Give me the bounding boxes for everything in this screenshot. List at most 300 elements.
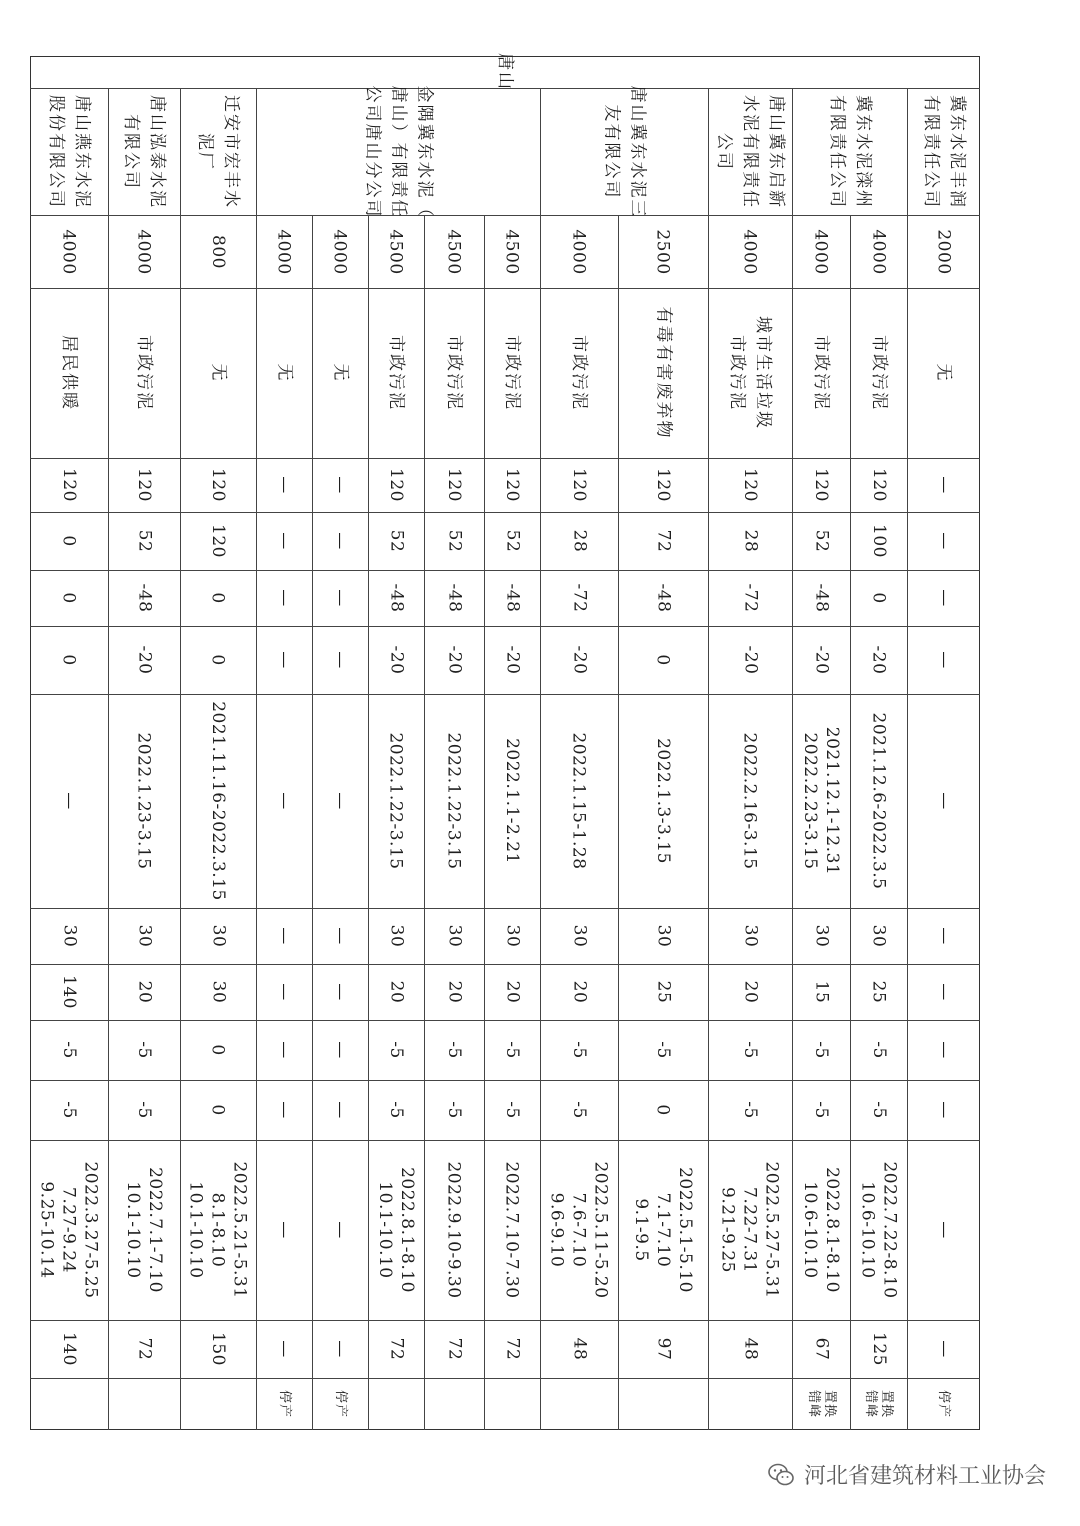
c8-cell: [256, 1080, 312, 1140]
c9-cell: [850, 1320, 907, 1378]
c9-cell: [484, 1320, 540, 1378]
note-cell: [540, 1378, 618, 1430]
c6-cell: [180, 964, 256, 1020]
heating-period-cell: [256, 694, 312, 908]
c5-cell: [256, 908, 312, 964]
note-cell: [30, 1378, 108, 1430]
c9-cell: [30, 1320, 108, 1378]
heating-period-cell: [368, 694, 424, 908]
c4-cell-text: -20: [443, 645, 464, 675]
capacity-cell-text: 4500: [501, 228, 522, 275]
heating-period-cell-text: 2021.12.6-2022.3.5: [868, 712, 889, 890]
c7-cell-text: —: [933, 1041, 954, 1059]
note-cell: [180, 1378, 256, 1430]
c5-cell: [312, 908, 368, 964]
c5-cell-text: —: [933, 927, 954, 945]
c8-cell: [708, 1080, 792, 1140]
c4-cell: [792, 626, 850, 694]
c2-cell: [108, 512, 180, 570]
c9-cell-text: 125: [868, 1332, 889, 1366]
c3-cell-text: 0: [58, 592, 79, 604]
c7-cell-text: -5: [386, 1041, 406, 1059]
note-cell-text: 停产: [936, 1389, 952, 1419]
disposal-cell-text: 无: [274, 363, 294, 383]
company-cell-text: 唐山燕东水泥 股份有限公司: [46, 94, 92, 209]
c6-cell-text: 20: [133, 980, 154, 1004]
c6-cell-text: 20: [385, 980, 406, 1004]
c3-cell: [792, 570, 850, 626]
c1-cell: [256, 458, 312, 512]
capacity-cell: [618, 215, 708, 288]
c9-cell-text: 97: [652, 1337, 673, 1361]
capacity-cell: [424, 215, 484, 288]
off-peak-cell-text: 2022.9.10-9.30: [444, 1161, 464, 1299]
c3-cell-text: 0: [207, 592, 228, 604]
c6-cell: [256, 964, 312, 1020]
capacity-cell-text: 4000: [568, 228, 589, 275]
c5-cell-text: 30: [810, 924, 831, 948]
c4-cell: [368, 626, 424, 694]
c6-cell: [792, 964, 850, 1020]
c7-cell-text: -5: [502, 1041, 522, 1059]
heating-period-cell-text: 2022.2.16-3.15: [740, 732, 760, 870]
c7-cell: [256, 1020, 312, 1080]
c4-cell: [708, 626, 792, 694]
c7-cell-text: -5: [653, 1041, 673, 1059]
c5-cell: [424, 908, 484, 964]
c1-cell-text: 120: [443, 468, 464, 502]
c9-cell: [368, 1320, 424, 1378]
c1-cell: [907, 458, 980, 512]
c8-cell-text: 0: [652, 1104, 673, 1116]
c2-cell-text: —: [330, 532, 350, 550]
capacity-cell: [368, 215, 424, 288]
capacity-cell-text: 2500: [652, 228, 673, 275]
c1-cell-text: —: [330, 476, 350, 494]
off-peak-cell: [108, 1140, 180, 1320]
watermark-text: 河北省建筑材料工业协会: [803, 1464, 1046, 1489]
c2-cell: [256, 512, 312, 570]
note-cell-text: 置换 错峰: [863, 1389, 895, 1419]
c6-cell: [312, 964, 368, 1020]
c1-cell: [484, 458, 540, 512]
c3-cell-text: -48: [443, 583, 464, 613]
c3-cell: [30, 570, 108, 626]
c3-cell-text: —: [330, 589, 350, 607]
c8-cell-text: —: [330, 1101, 350, 1119]
c4-cell: [424, 626, 484, 694]
c2-cell-text: 52: [501, 529, 522, 553]
c3-cell: [484, 570, 540, 626]
c2-cell: [618, 512, 708, 570]
c5-cell-text: —: [330, 927, 350, 945]
c5-cell-text: 30: [443, 924, 464, 948]
capacity-cell-text: 4500: [385, 228, 406, 275]
off-peak-cell: [424, 1140, 484, 1320]
c4-cell-text: —: [274, 651, 294, 669]
c7-cell: [540, 1020, 618, 1080]
c4-cell: [256, 626, 312, 694]
off-peak-cell: [792, 1140, 850, 1320]
c1-cell: [424, 458, 484, 512]
c6-cell: [850, 964, 907, 1020]
c6-cell: [907, 964, 980, 1020]
c9-cell-text: 48: [568, 1337, 589, 1361]
off-peak-cell: [540, 1140, 618, 1320]
company-cell-text: 唐山冀东水泥三 友有限公司: [601, 85, 647, 218]
c1-cell-text: 120: [868, 468, 889, 502]
c5-cell-text: 30: [207, 924, 228, 948]
c2-cell-text: —: [274, 532, 294, 550]
c5-cell-text: 30: [568, 924, 589, 948]
company-cell-text: 唐山冀东启新 水泥有限责任 公司: [714, 94, 786, 209]
c3-cell-text: -48: [385, 583, 406, 613]
c7-cell-text: 0: [207, 1044, 228, 1056]
c1-cell-text: 120: [501, 468, 522, 502]
c6-cell-text: 15: [810, 980, 831, 1004]
watermark: [766, 1459, 1046, 1490]
c1-cell-text: —: [274, 476, 294, 494]
c2-cell: [484, 512, 540, 570]
capacity-cell: [484, 215, 540, 288]
disposal-cell: [368, 288, 424, 458]
region-header-text: 唐山: [495, 53, 515, 91]
c4-cell: [484, 626, 540, 694]
c6-cell: [618, 964, 708, 1020]
capacity-cell: [907, 215, 980, 288]
c9-cell-text: —: [330, 1340, 350, 1358]
c3-cell: [180, 570, 256, 626]
c4-cell-text: —: [330, 651, 350, 669]
off-peak-cell-text: 2022.8.1-8.10 10.6-10.10: [800, 1167, 842, 1293]
company-cell-text: 金隅冀东水泥（ 唐山）有限责任 公司唐山分公司: [362, 85, 434, 218]
disposal-cell: [618, 288, 708, 458]
note-cell: [424, 1378, 484, 1430]
c3-cell: [424, 570, 484, 626]
c9-cell-text: 72: [133, 1337, 154, 1361]
company-cell: [30, 88, 108, 215]
heating-period-cell: [108, 694, 180, 908]
capacity-cell-text: 4000: [273, 228, 294, 275]
c8-cell: [907, 1080, 980, 1140]
disposal-cell-text: 市政污泥: [444, 335, 464, 411]
c1-cell: [708, 458, 792, 512]
c7-cell: [108, 1020, 180, 1080]
c7-cell: [484, 1020, 540, 1080]
off-peak-cell: [708, 1140, 792, 1320]
c8-cell: [30, 1080, 108, 1140]
note-cell: [618, 1378, 708, 1430]
c4-cell: [618, 626, 708, 694]
c3-cell-text: —: [274, 589, 294, 607]
off-peak-cell-text: 2022.8.1-8.10 10.1-10.10: [375, 1167, 417, 1293]
c1-cell: [180, 458, 256, 512]
disposal-cell: [484, 288, 540, 458]
heating-period-cell-text: 2022.1.22-3.15: [444, 732, 464, 870]
c9-cell-text: 72: [385, 1337, 406, 1361]
c4-cell-text: -20: [810, 645, 831, 675]
company-cell: [180, 88, 256, 215]
c1-cell-text: 120: [133, 468, 154, 502]
company-cell: [792, 88, 907, 215]
c1-cell: [540, 458, 618, 512]
heating-period-cell-text: 2022.1.15-1.28: [569, 732, 589, 870]
heating-period-cell: [312, 694, 368, 908]
capacity-cell-text: 4000: [133, 228, 154, 275]
heating-period-cell: [484, 694, 540, 908]
off-peak-cell: [618, 1140, 708, 1320]
c8-cell: [540, 1080, 618, 1140]
c1-cell-text: 120: [810, 468, 831, 502]
c9-cell: [256, 1320, 312, 1378]
c6-cell-text: 30: [207, 980, 228, 1004]
c7-cell-text: —: [330, 1041, 350, 1059]
off-peak-cell-text: 2022.7.1-7.10 10.1-10.10: [123, 1167, 165, 1293]
c7-cell-text: —: [274, 1041, 294, 1059]
disposal-cell-text: 市政污泥: [868, 335, 889, 411]
disposal-cell-text: 无: [933, 363, 954, 383]
c8-cell: [108, 1080, 180, 1140]
c6-cell: [540, 964, 618, 1020]
note-cell: [708, 1378, 792, 1430]
c3-cell-text: 0: [868, 592, 889, 604]
c3-cell-text: -72: [568, 583, 589, 613]
capacity-cell-text: 4500: [443, 228, 464, 275]
c7-cell-text: -5: [134, 1041, 154, 1059]
c5-cell: [708, 908, 792, 964]
c1-cell-text: 120: [207, 468, 228, 502]
c9-cell: [907, 1320, 980, 1378]
c9-cell-text: 48: [739, 1337, 760, 1361]
company-cell: [256, 85, 540, 218]
c5-cell: [907, 908, 980, 964]
c6-cell: [108, 964, 180, 1020]
note-cell-text: 停产: [332, 1389, 348, 1419]
c3-cell: [708, 570, 792, 626]
c2-cell-text: 52: [385, 529, 406, 553]
capacity-cell-text: 2000: [933, 228, 954, 275]
c1-cell-text: 120: [568, 468, 589, 502]
off-peak-cell-text: —: [330, 1221, 350, 1239]
note-cell: [792, 1378, 850, 1430]
off-peak-cell-text: 2022.5.21-5.31 8.1-8.10 10.1-10.10: [186, 1161, 250, 1299]
note-cell: [312, 1378, 368, 1430]
c4-cell: [180, 626, 256, 694]
c7-cell: [792, 1020, 850, 1080]
c8-cell-text: —: [274, 1101, 294, 1119]
c5-cell-text: 30: [501, 924, 522, 948]
c8-cell-text: -5: [569, 1101, 589, 1119]
c4-cell-text: -20: [568, 645, 589, 675]
c7-cell-text: -5: [868, 1041, 889, 1059]
heating-period-cell: [424, 694, 484, 908]
c4-cell: [312, 626, 368, 694]
c9-cell-text: 140: [58, 1332, 79, 1366]
c2-cell-text: 120: [207, 524, 228, 558]
c2-cell: [368, 512, 424, 570]
off-peak-cell-text: —: [933, 1221, 954, 1239]
c4-cell: [30, 626, 108, 694]
c7-cell-text: -5: [740, 1041, 760, 1059]
heating-period-cell-text: 2022.1.22-3.15: [386, 732, 406, 870]
c9-cell-text: 72: [501, 1337, 522, 1361]
c4-cell-text: -20: [133, 645, 154, 675]
c8-cell: [792, 1080, 850, 1140]
c4-cell-text: -20: [501, 645, 522, 675]
c1-cell: [30, 458, 108, 512]
c9-cell: [792, 1320, 850, 1378]
c5-cell: [484, 908, 540, 964]
c4-cell-text: 0: [58, 654, 79, 666]
capacity-cell-text: 4000: [329, 228, 350, 275]
c3-cell: [907, 570, 980, 626]
c6-cell-text: —: [933, 983, 954, 1001]
c8-cell-text: -5: [59, 1101, 79, 1119]
c8-cell-text: 0: [207, 1104, 228, 1116]
capacity-cell-text: 4000: [58, 228, 79, 275]
note-cell: [850, 1378, 907, 1430]
c8-cell: [180, 1080, 256, 1140]
heating-period-cell-text: —: [274, 792, 294, 810]
disposal-cell: [708, 288, 792, 458]
heating-period-cell: [540, 694, 618, 908]
capacity-cell: [850, 215, 907, 288]
c9-cell: [108, 1320, 180, 1378]
c5-cell-text: 30: [652, 924, 673, 948]
heating-period-cell: [850, 694, 907, 908]
c9-cell-text: 150: [207, 1332, 228, 1366]
c6-cell: [368, 964, 424, 1020]
c6-cell-text: 20: [568, 980, 589, 1004]
c4-cell-text: 0: [207, 654, 228, 666]
c9-cell: [540, 1320, 618, 1378]
off-peak-cell: [907, 1140, 980, 1320]
c4-cell-text: —: [933, 651, 954, 669]
c7-cell: [907, 1020, 980, 1080]
c8-cell: [312, 1080, 368, 1140]
disposal-cell-text: 市政污泥: [134, 335, 154, 411]
c1-cell: [368, 458, 424, 512]
capacity-cell: [312, 215, 368, 288]
c8-cell-text: -5: [134, 1101, 154, 1119]
c1-cell-text: 120: [739, 468, 760, 502]
c7-cell-text: -5: [444, 1041, 464, 1059]
capacity-cell-text: 4000: [739, 228, 760, 275]
c6-cell-text: 140: [58, 975, 79, 1009]
c7-cell: [312, 1020, 368, 1080]
c5-cell-text: 30: [739, 924, 760, 948]
c9-cell-text: 67: [810, 1337, 831, 1361]
capacity-cell-text: 4000: [810, 228, 831, 275]
heating-period-cell-text: 2021.11.16-2022.3.15: [208, 701, 229, 901]
company-cell-text: 迁安市宏丰水 泥厂: [195, 94, 241, 209]
note-cell-text: 置换 错峰: [805, 1389, 837, 1419]
c7-cell: [850, 1020, 907, 1080]
c1-cell-text: 120: [652, 468, 673, 502]
company-cell: [907, 88, 980, 215]
c9-cell: [312, 1320, 368, 1378]
c2-cell-text: 28: [568, 529, 589, 553]
c4-cell-text: -20: [868, 645, 889, 675]
c5-cell-text: 30: [133, 924, 154, 948]
c6-cell: [30, 964, 108, 1020]
disposal-cell: [108, 288, 180, 458]
c4-cell-text: 0: [652, 654, 673, 666]
c7-cell-text: -5: [811, 1041, 831, 1059]
disposal-cell-text: 无: [208, 363, 228, 383]
c3-cell: [850, 570, 907, 626]
c7-cell: [180, 1020, 256, 1080]
heating-period-cell-text: 2022.1.3-3.15: [653, 738, 673, 864]
c3-cell: [618, 570, 708, 626]
c3-cell-text: -48: [501, 583, 522, 613]
c2-cell-text: 0: [58, 535, 79, 547]
off-peak-cell-text: 2022.5.27-5.31 7.22-7.31 9.21-9.25: [718, 1161, 782, 1299]
c8-cell-text: -5: [868, 1101, 889, 1119]
c9-cell-text: 72: [443, 1337, 464, 1361]
c3-cell-text: —: [933, 589, 954, 607]
heating-period-cell: [907, 694, 980, 908]
off-peak-cell-text: 2022.5.11-5.20 7.6-7.10 9.6-9.10: [547, 1161, 611, 1299]
heating-period-cell-text: —: [59, 792, 79, 810]
note-cell: [368, 1378, 424, 1430]
c1-cell-text: 120: [385, 468, 406, 502]
company-cell: [108, 88, 180, 215]
c2-cell-text: 28: [739, 529, 760, 553]
c5-cell-text: 30: [385, 924, 406, 948]
c2-cell-text: 52: [810, 529, 831, 553]
c2-cell: [424, 512, 484, 570]
c9-cell-text: —: [933, 1340, 954, 1358]
c9-cell: [708, 1320, 792, 1378]
capacity-cell: [708, 215, 792, 288]
c6-cell-text: 20: [501, 980, 522, 1004]
heating-period-cell: [708, 694, 792, 908]
off-peak-cell: [850, 1140, 907, 1320]
heating-period-cell-text: 2021.12.1-12.31 2022.2.23-3.15: [800, 726, 842, 876]
c1-cell-text: 120: [58, 468, 79, 502]
c2-cell: [907, 512, 980, 570]
off-peak-cell-text: 2022.7.10-7.30: [502, 1161, 522, 1299]
note-cell: [256, 1378, 312, 1430]
heating-period-cell: [618, 694, 708, 908]
c6-cell-text: —: [330, 983, 350, 1001]
disposal-cell: [312, 288, 368, 458]
c8-cell-text: —: [933, 1101, 954, 1119]
capacity-cell: [180, 215, 256, 288]
heating-period-cell: [180, 694, 256, 908]
c5-cell: [792, 908, 850, 964]
c4-cell-text: -20: [739, 645, 760, 675]
c6-cell-text: 20: [443, 980, 464, 1004]
c2-cell: [30, 512, 108, 570]
c1-cell: [792, 458, 850, 512]
c8-cell: [368, 1080, 424, 1140]
company-cell-text: 冀东水泥滦州 有限责任公司: [826, 94, 873, 209]
c5-cell: [368, 908, 424, 964]
capacity-cell: [30, 215, 108, 288]
disposal-cell-text: 市政污泥: [386, 335, 406, 411]
c4-cell: [540, 626, 618, 694]
c8-cell-text: -5: [740, 1101, 760, 1119]
c2-cell-text: 52: [443, 529, 464, 553]
company-cell-text: 唐山泓泰水泥 有限公司: [121, 94, 167, 209]
c2-cell-text: 72: [652, 529, 673, 553]
c5-cell: [108, 908, 180, 964]
off-peak-cell: [312, 1140, 368, 1320]
disposal-cell-text: 市政污泥: [569, 335, 589, 411]
c2-cell: [792, 512, 850, 570]
